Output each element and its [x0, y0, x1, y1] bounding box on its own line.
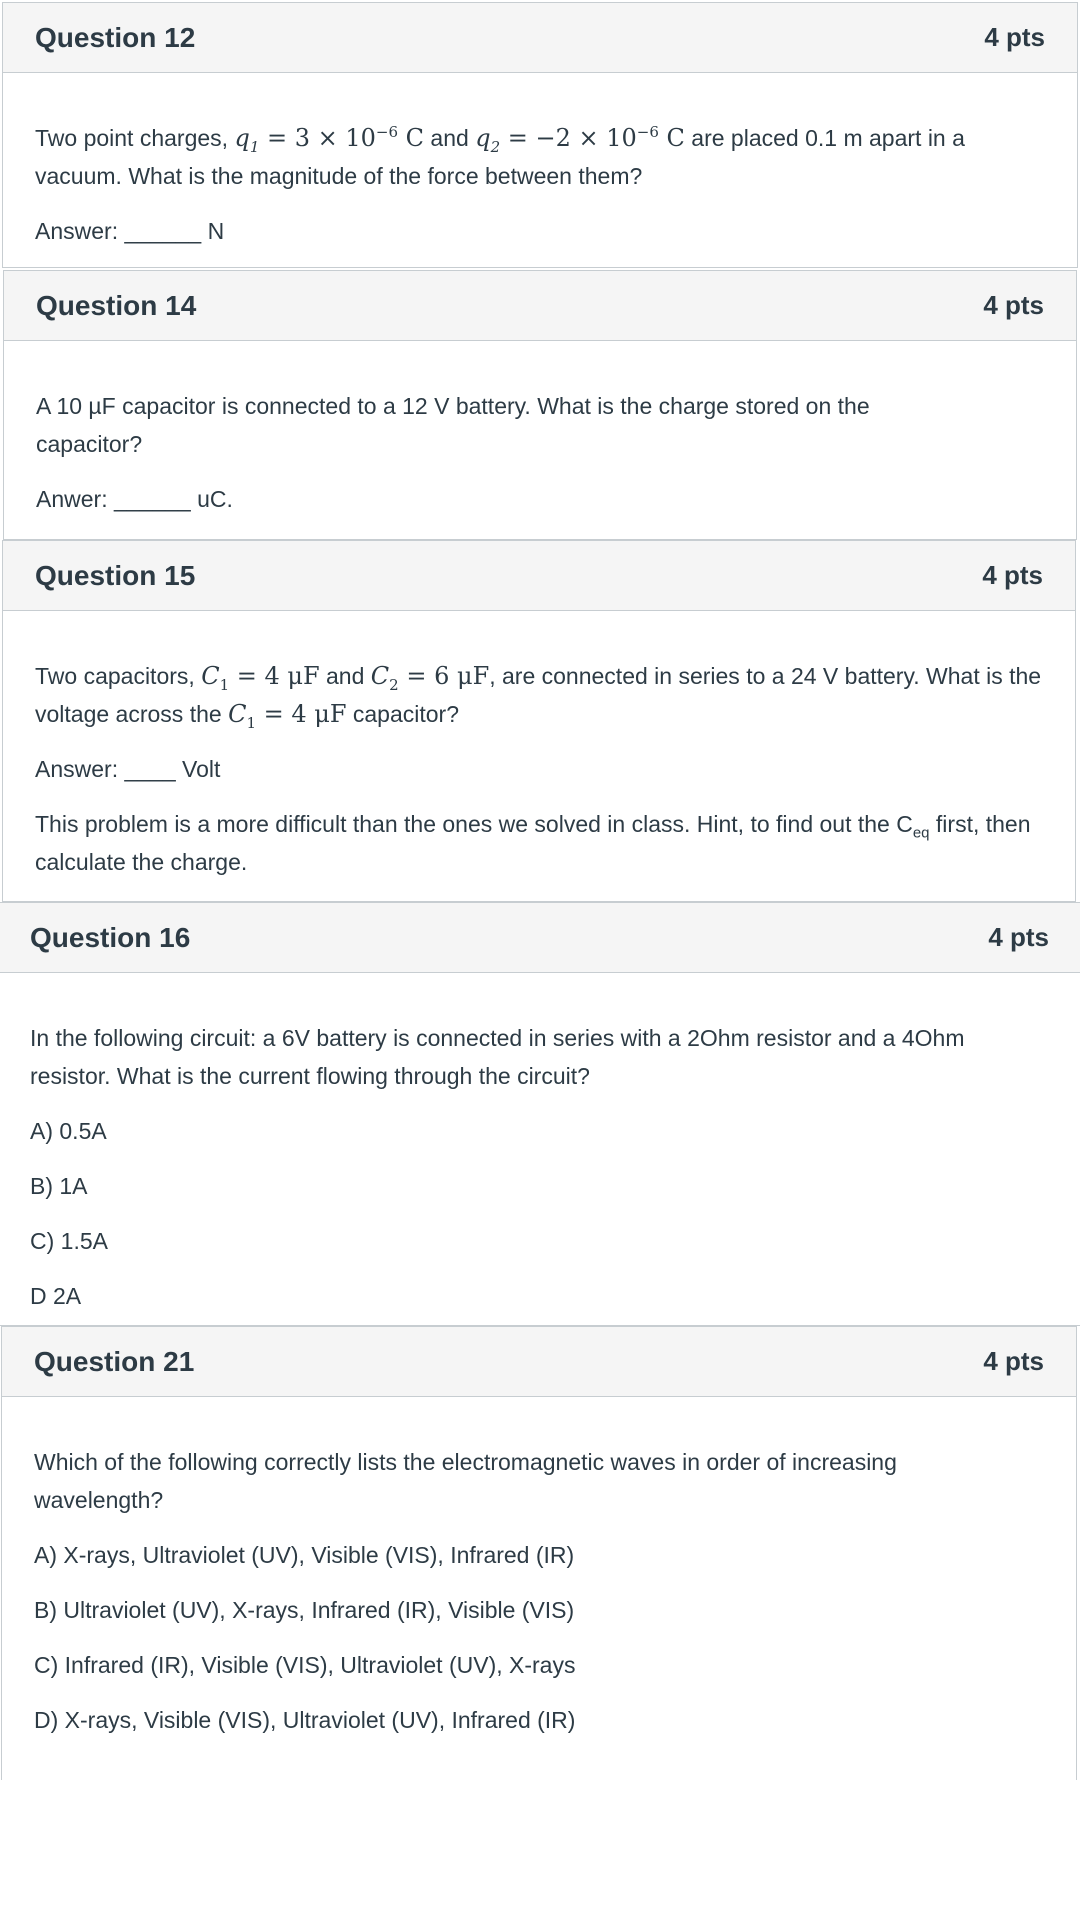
math-q1: [234, 123, 425, 156]
question-16: [0, 902, 1080, 1326]
question-title: Question 21: [34, 1345, 195, 1377]
question-header: [3, 3, 1077, 73]
question-21: [1, 1326, 1077, 1780]
math-q2: [475, 123, 685, 156]
prompt-text: and: [319, 663, 371, 689]
question-body: [2, 1397, 1076, 1739]
math-sub: 1: [249, 137, 260, 156]
question-14: [3, 270, 1077, 540]
math-exp: −6: [636, 123, 659, 141]
math-value: = 6 μF: [398, 662, 490, 690]
question-points: 4 pts: [983, 290, 1044, 320]
question-15: [2, 540, 1076, 902]
question-title: Question 16: [30, 921, 191, 953]
option-a: A) X-rays, Ultraviolet (UV), Visible (VIS), Infrared (IR): [34, 1542, 575, 1568]
math-exp: −6: [375, 123, 399, 141]
option-b: B) 1A: [30, 1173, 88, 1199]
math-sub: 2: [490, 137, 501, 156]
question-body: [3, 611, 1075, 881]
math-value: = 4 μF: [229, 662, 320, 690]
question-prompt: [35, 657, 1043, 733]
prompt-text: Two capacitors,: [35, 663, 202, 689]
prompt-text: capacitor?: [346, 701, 460, 727]
hint-text: [35, 805, 1043, 881]
math-sub: 2: [389, 675, 399, 694]
option-c: C) 1.5A: [30, 1228, 108, 1254]
question-title: Question 15: [35, 559, 196, 591]
question-points: 4 pts: [982, 560, 1043, 590]
prompt-text: Two point charges,: [35, 125, 235, 151]
question-title: Question 12: [35, 21, 196, 53]
math-value: = 4 μF: [255, 700, 347, 728]
question-header: [3, 541, 1075, 611]
prompt-text: and: [424, 125, 476, 151]
hint-sub: eq: [912, 824, 930, 842]
question-header: [4, 271, 1076, 341]
question-body: [0, 973, 1080, 1315]
math-c1-repeat: [228, 700, 347, 732]
math-value: = 3 × 10: [259, 124, 376, 152]
answer-line: Answer: ______ N: [35, 218, 225, 244]
math-c2: [370, 662, 490, 694]
option-a: A) 0.5A: [30, 1118, 107, 1144]
hint-part: This problem is a more difficult than the ones we solved in class. Hint, to find out the C: [35, 811, 913, 837]
math-unit: C: [658, 124, 685, 152]
math-var: C: [370, 662, 390, 690]
question-12: [2, 2, 1078, 268]
question-prompt: In the following circuit: a 6V battery is connected in series with a 2Ohm resistor and a 4Ohm resistor. What is the current flowing through the circuit?: [30, 1025, 965, 1089]
math-var: q: [475, 124, 491, 152]
option-b: B) Ultraviolet (UV), X-rays, Infrared (IR), Visible (VIS): [34, 1597, 575, 1623]
prompt-text: , are connected in series to a 24 V battery. What is the voltage across the: [35, 663, 1042, 727]
math-var: C: [201, 662, 220, 690]
math-c1: [201, 662, 320, 694]
option-c: C) Infrared (IR), Visible (VIS), Ultraviolet (UV), X-rays: [34, 1652, 576, 1678]
question-body: [4, 341, 1076, 518]
question-header: [2, 1327, 1076, 1397]
prompt-text: are placed 0.1 m apart in a vacuum. What is the magnitude of the force between them?: [35, 125, 965, 189]
question-prompt: Which of the following correctly lists the electromagnetic waves in order of increasing wavelength?: [34, 1449, 897, 1513]
answer-line: Answer: ____ Volt: [35, 756, 221, 782]
hint-part: first, then calculate the charge.: [35, 811, 1031, 875]
option-d: D) X-rays, Visible (VIS), Ultraviolet (UV), Infrared (IR): [34, 1707, 576, 1733]
option-d: D 2A: [30, 1283, 82, 1309]
question-points: 4 pts: [984, 22, 1045, 52]
question-points: 4 pts: [988, 922, 1049, 952]
question-body: [3, 73, 1077, 250]
question-title: Question 14: [36, 289, 197, 321]
question-prompt: [35, 119, 1045, 195]
math-var: q: [234, 124, 250, 152]
question-points: 4 pts: [983, 1346, 1044, 1376]
math-sub: 1: [219, 675, 230, 694]
math-var: C: [228, 700, 247, 728]
question-header: [0, 903, 1080, 973]
math-value: = −2 × 10: [500, 124, 637, 152]
answer-line: Anwer: ______ uC.: [36, 486, 233, 512]
math-sub: 1: [246, 713, 256, 732]
question-prompt: A 10 µF capacitor is connected to a 12 V battery. What is the charge stored on the capacitor?: [36, 393, 870, 457]
math-unit: C: [398, 124, 425, 152]
